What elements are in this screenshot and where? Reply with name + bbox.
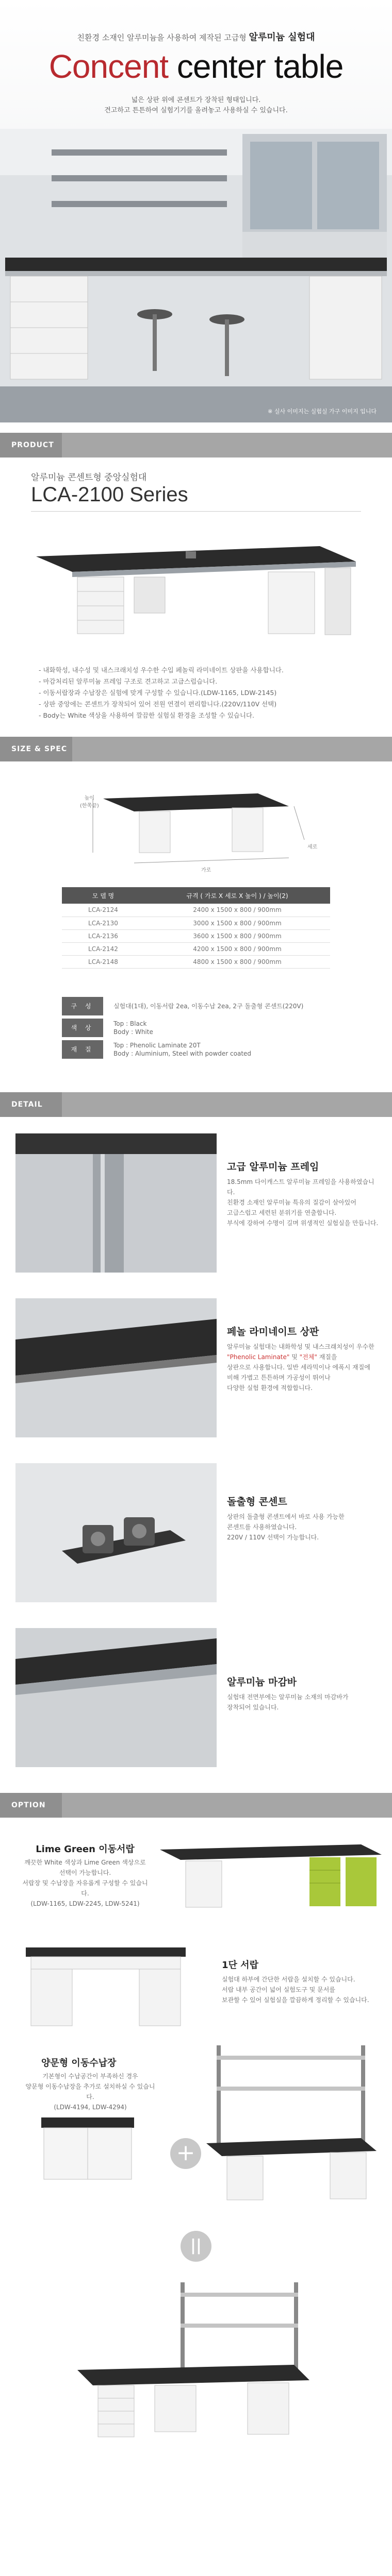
text-line: (LDW-4194, LDW-4294) xyxy=(54,2104,127,2111)
detail-finish-title: 알루미늄 마감바 xyxy=(227,1676,297,1688)
table-row xyxy=(62,942,330,955)
text-line: 양문형 이동수납장을 추가로 설치하실 수 있습니다. xyxy=(25,2083,155,2100)
table-row xyxy=(62,929,330,942)
phenolic-top-photo xyxy=(15,1298,217,1437)
spec-table-header-size: 규격 ( 가로 X 세로 X 높이 ) / 높이(2) xyxy=(144,887,330,904)
detail-section-bar xyxy=(0,1092,392,1117)
text-line: 실험대 하부에 간단한 서랍을 설치할 수 있습니다. xyxy=(222,1976,355,1983)
hero-desc-line-2: 견고하고 튼튼하여 실험기기를 올려놓고 사용하실 수 있습니다. xyxy=(104,107,288,114)
text-line: 비해 가볍고 튼튼하며 가공성이 뛰어나 xyxy=(227,1374,331,1381)
option-cabinet-text xyxy=(23,2071,157,2112)
feature-item: - 상판 중앙에는 콘센트가 장착되어 있어 전원 연결이 편리합니다.(220V/110V 선택) xyxy=(39,699,358,710)
hero-tagline-strong: 알루미늄 실험대 xyxy=(249,32,315,43)
hero-photo-note: ※ 실사 이미지는 실험실 가구 이미지 입니다 xyxy=(268,408,377,415)
text-line: 고급스럽고 세련된 분위기를 연출합니다. xyxy=(227,1209,337,1216)
text-line: 선택이 가능합니다. xyxy=(59,1869,111,1876)
spec-section-label: SIZE & SPEC xyxy=(0,737,72,761)
detail-top-text xyxy=(227,1342,382,1393)
product-subtitle: 알루미늄 콘센트형 중앙실험대 xyxy=(31,472,147,483)
spec-size-cell: 3000 x 1500 x 800 / 900mm xyxy=(144,917,330,929)
text-line: 18.5mm 다이캐스트 알루미늄 프레임을 사용하였습니다. xyxy=(227,1178,374,1196)
material-value-body: Body : Aluminium, Steel with powder coated xyxy=(113,1050,252,1057)
detail-frame-text xyxy=(227,1177,382,1228)
finish-bar-photo xyxy=(15,1628,217,1767)
product-divider xyxy=(31,511,361,512)
spec-size-cell: 4800 x 1500 x 800 / 900mm xyxy=(144,955,330,968)
detail-outlet-text xyxy=(227,1512,382,1543)
table-row xyxy=(62,917,330,929)
option-drawer-text xyxy=(222,1974,382,2005)
hero-desc-line-1: 넓은 상판 위에 콘센트가 장착된 형태입니다. xyxy=(131,96,261,104)
text-fragment: 및 xyxy=(291,1353,298,1361)
text-line: 장착되어 있습니다. xyxy=(227,1704,279,1711)
text-fragment: 재질을 xyxy=(319,1353,337,1361)
detail-frame-title: 고급 알루미늄 프레임 xyxy=(227,1161,319,1173)
dim-width-label: 가로 xyxy=(201,868,211,873)
full-assembly-illustration xyxy=(77,2277,315,2442)
table-row xyxy=(62,904,330,917)
material-label: 재 질 xyxy=(62,1040,103,1059)
text-line: 기본형이 수납공간이 부족하신 경우 xyxy=(42,2073,138,2080)
lime-drawer-illustration xyxy=(155,1834,387,1917)
text-line: 서랍장 및 수납장을 자유롭게 구성할 수 있습니다. xyxy=(22,1879,148,1897)
highlight-whole: "전체" xyxy=(299,1353,317,1361)
option-section-bar xyxy=(0,1793,392,1818)
spec-size-cell: 4200 x 1500 x 800 / 900mm xyxy=(144,942,330,955)
equals-symbol: || xyxy=(181,2231,211,2262)
text-line: 상판으로 사용합니다. 일반 세라믹이나 에폭시 재질에 xyxy=(227,1364,370,1371)
product-features-list xyxy=(39,665,358,721)
product-series-title: LCA-2100 Series xyxy=(31,483,188,506)
feature-item: - Body는 White 색상을 사용하여 깔끔한 실험실 환경을 조성할 수 있습니다. xyxy=(39,710,358,721)
option-lime-title: Lime Green 이동서랍 xyxy=(36,1844,135,1855)
text-line xyxy=(227,1352,382,1362)
hero-title-accent: Concent xyxy=(48,48,169,85)
bench-with-shelves-illustration xyxy=(206,2040,382,2205)
hero-banner xyxy=(0,0,392,422)
aluminium-frame-photo xyxy=(15,1133,217,1273)
product-section-bar xyxy=(0,433,392,457)
text-line: 알루미늄 실험대는 내화학성 및 내스크래치성이 우수한 xyxy=(227,1343,374,1350)
option-drawer-title: 1단 서랍 xyxy=(222,1960,258,1971)
dim-depth-label: 세로 xyxy=(307,844,318,850)
text-line: 실험대 전면부에는 알루미늄 소재의 마감바가 xyxy=(227,1693,349,1701)
composition-label: 구 성 xyxy=(62,997,103,1015)
single-drawer-illustration xyxy=(21,1937,191,2030)
text-line: 콘센트를 사용하였습니다. xyxy=(227,1523,297,1531)
color-value-body: Body : White xyxy=(113,1028,153,1036)
detail-top-title: 페놀 라미네이트 상판 xyxy=(227,1326,319,1337)
text-line: 다양한 실험 환경에 적합합니다. xyxy=(227,1384,313,1392)
hero-title-rest: center table xyxy=(176,48,344,85)
outlet-photo xyxy=(15,1463,217,1602)
hero-title xyxy=(0,47,392,86)
spec-section-bar xyxy=(0,737,392,761)
spec-table-header-model: 모 델 명 xyxy=(62,887,144,904)
text-line: 220V / 110V 선택이 가능합니다. xyxy=(227,1534,319,1541)
color-row xyxy=(62,1019,330,1037)
text-line: 친환경 소재인 알루미늄 특유의 질감이 살아있어 xyxy=(227,1199,356,1206)
table-row xyxy=(62,955,330,968)
color-label: 색 상 xyxy=(62,1019,103,1037)
text-line: 상판의 돌출형 콘센트에서 바로 사용 가능한 xyxy=(227,1513,345,1520)
spec-model-cell: LCA-2124 xyxy=(62,904,144,917)
plus-symbol: + xyxy=(170,2138,201,2169)
text-line: 보관할 수 있어 실험실을 깔끔하게 정리할 수 있습니다. xyxy=(222,1996,369,2004)
text-line: (LDW-1165, LDW-2245, LDW-5241) xyxy=(30,1900,140,1907)
detail-outlet-title: 돌출형 콘센트 xyxy=(227,1496,287,1507)
hero-description xyxy=(0,95,392,116)
dim-height-label: 높이 (한쪽끝) xyxy=(80,795,99,809)
color-value-top: Top : Black xyxy=(113,1020,147,1027)
spec-model-cell: LCA-2142 xyxy=(62,942,144,955)
spec-model-cell: LCA-2136 xyxy=(62,929,144,942)
spec-model-cell: LCA-2130 xyxy=(62,917,144,929)
spec-table xyxy=(62,887,330,969)
text-line: 깨끗한 White 색상과 Lime Green 색상으로 xyxy=(24,1859,146,1866)
product-bench-illustration xyxy=(31,531,361,649)
material-value-top: Top : Phenolic Laminate 20T xyxy=(113,1042,201,1049)
feature-item: - 이동서랍장과 수납장은 실험에 맞게 구성할 수 있습니다.(LDW-1165, LDW-2145) xyxy=(39,687,358,699)
highlight-phenolic: "Phenolic Laminate" xyxy=(227,1353,290,1361)
option-cabinet-title: 양문형 이동수납장 xyxy=(41,2058,117,2069)
spec-model-cell: LCA-2148 xyxy=(62,955,144,968)
spec-size-cell: 2400 x 1500 x 800 / 900mm xyxy=(144,904,330,917)
option-lime-text xyxy=(21,1857,150,1909)
detail-section-label: DETAIL xyxy=(0,1092,62,1117)
composition-value: 실험대(1대), 이동서랍 2ea, 이동수납 2ea, 2구 돌출형 콘센트(220V) xyxy=(113,1003,304,1010)
option-section-label: OPTION xyxy=(0,1793,62,1818)
hero-tagline xyxy=(0,30,392,43)
text-line: 서랍 내부 공간이 넓어 실험도구 및 문서를 xyxy=(222,1986,335,1993)
feature-item: - 마감처리된 알루미늄 프레임 구조로 견고하고 고급스럽습니다. xyxy=(39,676,358,687)
spec-size-cell: 3600 x 1500 x 800 / 900mm xyxy=(144,929,330,942)
double-door-cabinet-illustration xyxy=(36,2112,150,2184)
product-section-label: PRODUCT xyxy=(0,433,62,457)
hero-tagline-text: 친환경 소재인 알루미늄을 사용하여 제작된 고급형 xyxy=(77,33,247,42)
text-line: 부식에 강하여 수명이 길며 위생적인 실험실을 만듭니다. xyxy=(227,1219,379,1227)
detail-finish-text xyxy=(227,1692,382,1713)
dimension-diagram xyxy=(62,778,330,871)
lab-room-photo xyxy=(0,129,392,422)
composition-row xyxy=(62,997,330,1015)
feature-item: - 내화학성, 내수성 및 내스크래치성 우수한 수입 페놀릭 라미네이트 상판을 사용합니다. xyxy=(39,665,358,676)
material-row xyxy=(62,1040,330,1059)
